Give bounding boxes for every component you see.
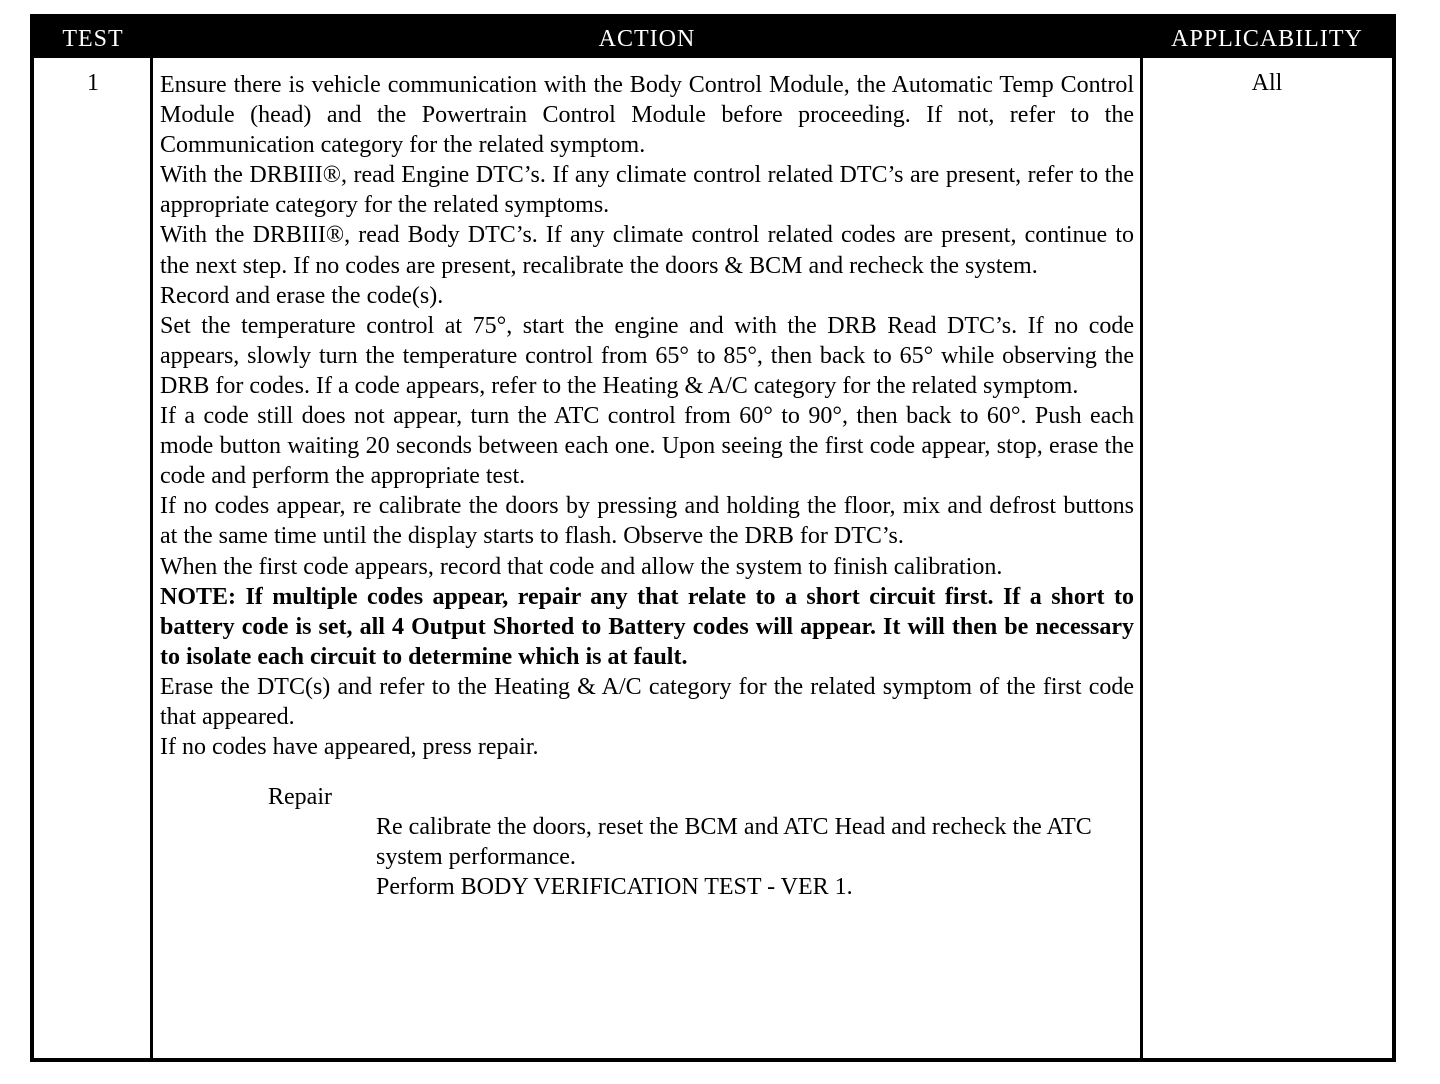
header-action: ACTION bbox=[598, 26, 696, 52]
action-paragraph: Record and erase the code(s). bbox=[160, 282, 444, 309]
action-paragraph: With the DRBIII®, read Body DTC’s. If any climate control related codes are present, continue to the next step. If no codes are present, recalibrate the doors & BCM and recheck the system. bbox=[160, 222, 1134, 279]
action-paragraph: Set the temperature control at 75°, start the engine and with the DRB Read DTC’s. If no code appears, slowly turn the temperature control from 65° to 85°, then back to 65° while observing the DRB for codes. If a code appears, refer to the Heating & A/C category for the related symptom. bbox=[160, 312, 1134, 399]
action-paragraph: With the DRBIII®, read Engine DTC’s. If any climate control related DTC’s are present, refer to the appropriate category for the related symptoms. bbox=[160, 162, 1134, 219]
diagnostic-test-table bbox=[30, 14, 1396, 1062]
column-divider-test-action bbox=[150, 58, 153, 1058]
action-paragraph: Erase the DTC(s) and refer to the Heating & A/C category for the related symptom of the first code that appeared. bbox=[160, 673, 1134, 730]
repair-verification: Perform BODY VERIFICATION TEST - VER 1. bbox=[376, 874, 853, 901]
repair-text: Re calibrate the doors, reset the BCM and ATC Head and recheck the ATC system performance. bbox=[376, 814, 1092, 871]
action-paragraph: If no codes appear, re calibrate the doors by pressing and holding the floor, mix and defrost buttons at the same time until the display starts to flash. Observe the DRB for DTC’s. bbox=[160, 493, 1134, 550]
action-paragraph: If no codes have appeared, press repair. bbox=[160, 734, 539, 761]
table-header bbox=[34, 18, 1392, 58]
applicability-value: All bbox=[1251, 70, 1283, 96]
note-paragraph: NOTE: If multiple codes appear, repair any that relate to a short circuit first. If a short to battery code is set, all 4 Output Shorted to Battery codes will appear. It will then be necessary to isolate each circuit to determine which is at fault. bbox=[160, 583, 1134, 670]
header-applicability: APPLICABILITY bbox=[1171, 26, 1363, 52]
test-number: 1 bbox=[87, 70, 99, 96]
action-paragraph: If a code still does not appear, turn the ATC control from 60° to 90°, then back to 60°. Push each mode button waiting 20 seconds between each one. Upon seeing the first code appear, stop, erase the code and perform the appropriate test. bbox=[160, 403, 1134, 490]
action-cell bbox=[160, 70, 1134, 903]
action-paragraph: Ensure there is vehicle communication with the Body Control Module, the Automatic Temp Control Module (head) and the Powertrain Control Module before proceeding. If not, refer to the Communication category for the related symptom. bbox=[160, 72, 1134, 159]
action-paragraph: When the first code appears, record that code and allow the system to finish calibration. bbox=[160, 553, 1003, 580]
column-divider-action-applicability bbox=[1140, 58, 1143, 1058]
repair-label: Repair bbox=[268, 784, 332, 811]
header-test: TEST bbox=[62, 26, 124, 52]
